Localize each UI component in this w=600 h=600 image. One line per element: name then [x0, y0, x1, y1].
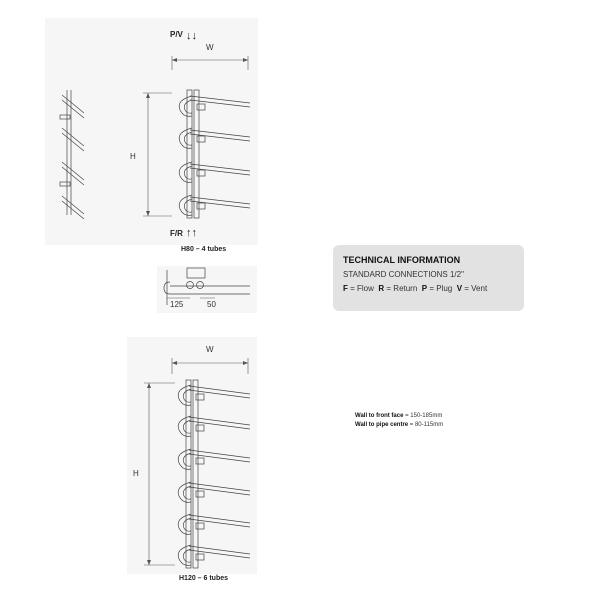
- technical-title: TECHNICAL INFORMATION: [343, 255, 461, 265]
- wall-front-value: = 150-185mm: [405, 413, 443, 419]
- fr-arrows: ↑↑: [186, 227, 197, 239]
- fr-label: F/R: [170, 229, 183, 238]
- legend-text-plug: = Plug: [429, 284, 453, 293]
- legend-key-flow: F: [343, 284, 348, 293]
- plan-dim-50: 50: [207, 300, 216, 309]
- legend-text-vent: = Vent: [464, 284, 488, 293]
- pv-arrows: ↓↓: [186, 30, 197, 42]
- wall-pipe-key: Wall to pipe centre: [355, 422, 409, 428]
- caption-h80: H80 – 4 tubes: [181, 246, 227, 253]
- height-label-bottom: H: [133, 469, 139, 478]
- width-label-top: W: [206, 43, 214, 52]
- legend-key-plug: P: [421, 284, 428, 293]
- wall-pipe-value: = 80-115mm: [409, 422, 444, 428]
- caption-h120: H120 – 6 tubes: [179, 575, 229, 582]
- standard-connections: STANDARD CONNECTIONS 1/2": [343, 270, 464, 279]
- width-arrow-right-b: [243, 361, 248, 365]
- height-label-top: H: [130, 152, 136, 161]
- front-view-bottom: [178, 380, 250, 568]
- height-arrow-bottom-b: [147, 560, 151, 565]
- legend-text-flow: = Flow: [350, 284, 374, 293]
- pv-label: P/V: [170, 30, 183, 39]
- legend-key-return: R: [378, 284, 385, 293]
- wall-front-face: [355, 412, 442, 420]
- width-arrow-left-b: [172, 361, 177, 365]
- legend-key-vent: V: [456, 284, 463, 293]
- legend-text-return: = Return: [386, 284, 418, 293]
- wall-pipe-centre: [355, 421, 443, 429]
- height-arrow-top-b: [147, 383, 151, 388]
- wall-front-key: Wall to front face: [355, 413, 404, 419]
- width-label-bottom: W: [206, 345, 214, 354]
- plan-dim-125: 125: [170, 300, 184, 309]
